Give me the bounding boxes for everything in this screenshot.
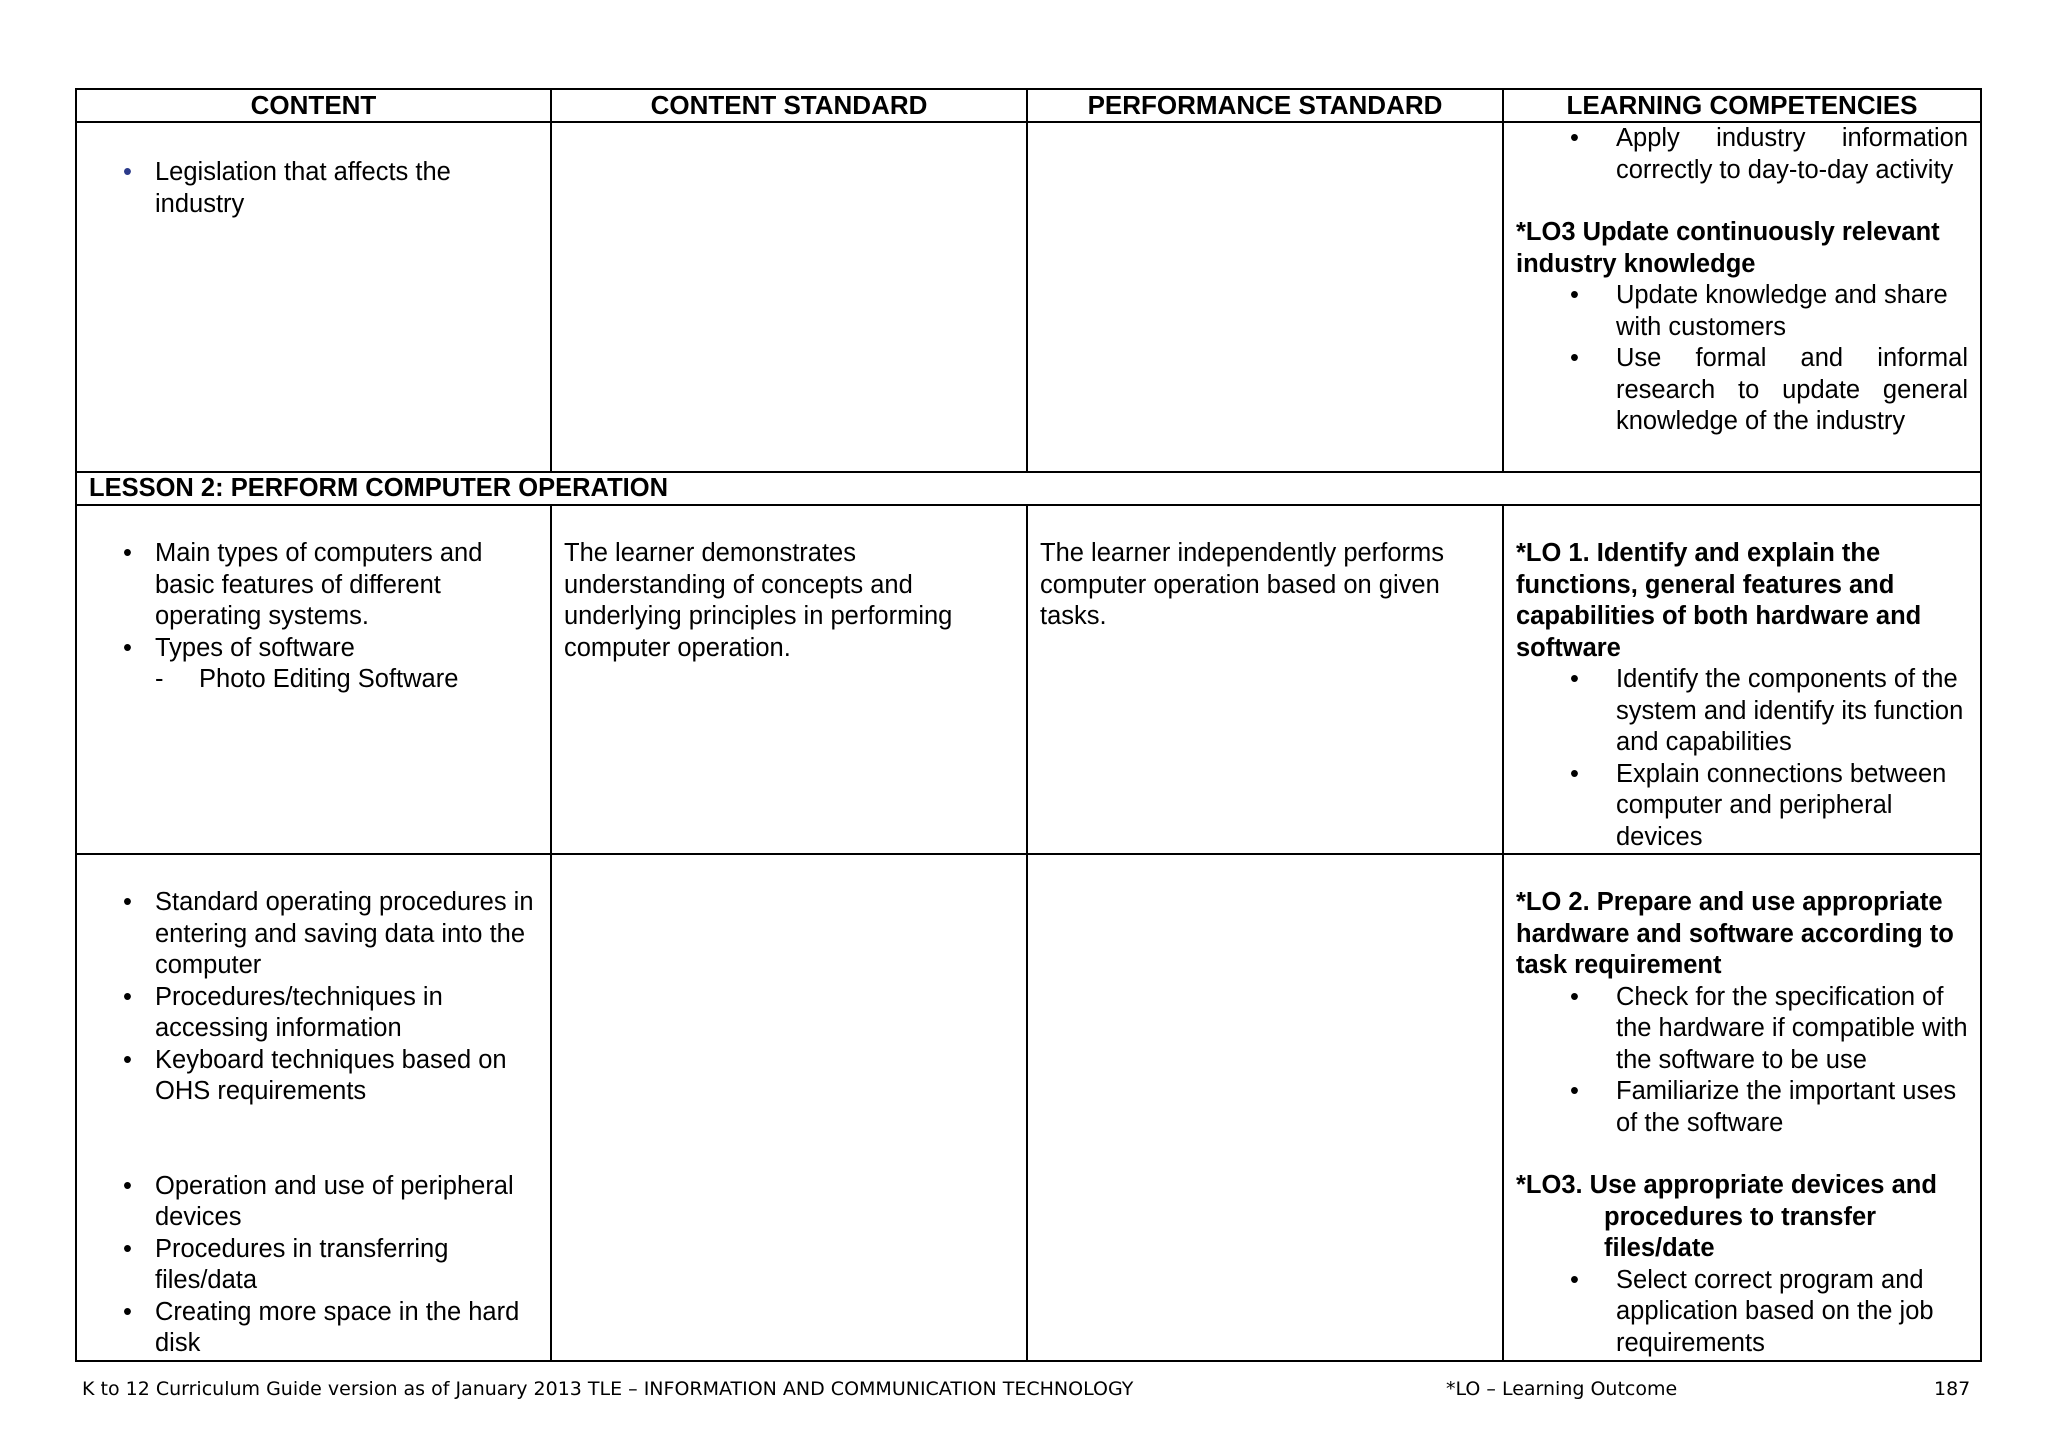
- learning-competencies-cell: [1503, 854, 1981, 1361]
- lo-title: *LO3. Use appropriate devices and procedures to transfer files/date: [1516, 1171, 1937, 1262]
- list-item: • Creating more space in the hard disk: [89, 1297, 538, 1360]
- content-cell: [76, 122, 551, 472]
- footer-lo-note: *LO – Learning Outcome: [1446, 1378, 1678, 1400]
- performance-standard-cell: [1027, 505, 1503, 854]
- content-list: [89, 1171, 538, 1360]
- list-item: • Identify the components of the system and identify its function and capabilities: [1516, 664, 1968, 759]
- list-item: • Standard operating procedures in entering and saving data into the computer: [89, 887, 538, 982]
- spacer: [1516, 1139, 1968, 1170]
- lo-title: *LO 1. Identify and explain the functions, general features and capabilities of both hardware and software: [1516, 539, 1922, 662]
- table-row: [76, 505, 1981, 854]
- header-learning-competencies: LEARNING COMPETENCIES: [1503, 89, 1981, 122]
- performance-standard-text: The learner independently performs computer operation based on given tasks.: [1040, 539, 1444, 630]
- header-content: CONTENT: [76, 89, 551, 122]
- performance-standard-cell: [1027, 122, 1503, 472]
- content-cell: [76, 854, 551, 1361]
- list-item: • Types of software: [89, 633, 538, 665]
- content-cell: [76, 505, 551, 854]
- curriculum-table: [75, 88, 1982, 1362]
- list-item: • Familiarize the important uses of the software: [1516, 1076, 1968, 1139]
- lesson-row: [76, 472, 1981, 505]
- dash-marker: -: [155, 665, 164, 693]
- list-item: • Procedures/techniques in accessing information: [89, 982, 538, 1045]
- list-item: • Select correct program and application based on the job requirements: [1516, 1265, 1968, 1360]
- content-list: [89, 157, 538, 220]
- list-item: [1516, 343, 1968, 438]
- lo-title: *LO 2. Prepare and use appropriate hardware and software according to task requirement: [1516, 888, 1954, 979]
- competency-text: • Use formal and informal research to update general knowledge of the industry: [1616, 344, 1968, 435]
- competency-list: [1516, 280, 1968, 438]
- content-standard-cell: [551, 505, 1027, 854]
- spacer: [1516, 186, 1968, 217]
- list-item: • Explain connections between computer and peripheral devices: [1516, 759, 1968, 854]
- competency-list: [1516, 982, 1968, 1140]
- list-item: [1516, 123, 1968, 186]
- list-item: • Check for the specification of the hardware if compatible with the software to be use: [1516, 982, 1968, 1077]
- sub-item: [89, 664, 538, 696]
- learning-competencies-cell: [1503, 505, 1981, 854]
- header-performance-standard: PERFORMANCE STANDARD: [1027, 89, 1503, 122]
- content-standard-cell: [551, 122, 1027, 472]
- competency-list: [1516, 123, 1968, 186]
- content-list: [89, 887, 538, 1108]
- header-row: [76, 89, 1981, 122]
- competency-text: • Apply industry information correctly to day-to-day activity: [1616, 124, 1968, 184]
- performance-standard-cell: [1027, 854, 1503, 1361]
- table-row: [76, 122, 1981, 472]
- competency-list: [1516, 1265, 1968, 1360]
- sub-item-text: Photo Editing Software: [199, 665, 459, 693]
- list-item: • Update knowledge and share with customers: [1516, 280, 1968, 343]
- list-item: • Legislation that affects the industry: [89, 157, 538, 220]
- competency-list: [1516, 664, 1968, 853]
- page-number: 187: [1934, 1378, 1971, 1400]
- list-item: • Main types of computers and basic features of different operating systems.: [89, 538, 538, 633]
- table-row: [76, 854, 1981, 1361]
- content-standard-text: The learner demonstrates understanding of concepts and underlying principles in performing computer operation.: [564, 539, 953, 662]
- list-item: • Keyboard techniques based on OHS requirements: [89, 1045, 538, 1108]
- lo-title: *LO3 Update continuously relevant industry knowledge: [1516, 218, 1940, 278]
- footer-title: K to 12 Curriculum Guide version as of January 2013 TLE – INFORMATION AND COMMUNICATION TECHNOLOGY: [82, 1378, 1134, 1400]
- learning-competencies-cell: [1503, 122, 1981, 472]
- list-item: • Operation and use of peripheral devices: [89, 1171, 538, 1234]
- lesson-title: LESSON 2: PERFORM COMPUTER OPERATION: [76, 472, 1981, 505]
- content-standard-cell: [551, 854, 1027, 1361]
- content-list: [89, 538, 538, 664]
- list-item: • Procedures in transferring files/data: [89, 1234, 538, 1297]
- spacer: [89, 1108, 538, 1171]
- header-content-standard: CONTENT STANDARD: [551, 89, 1027, 122]
